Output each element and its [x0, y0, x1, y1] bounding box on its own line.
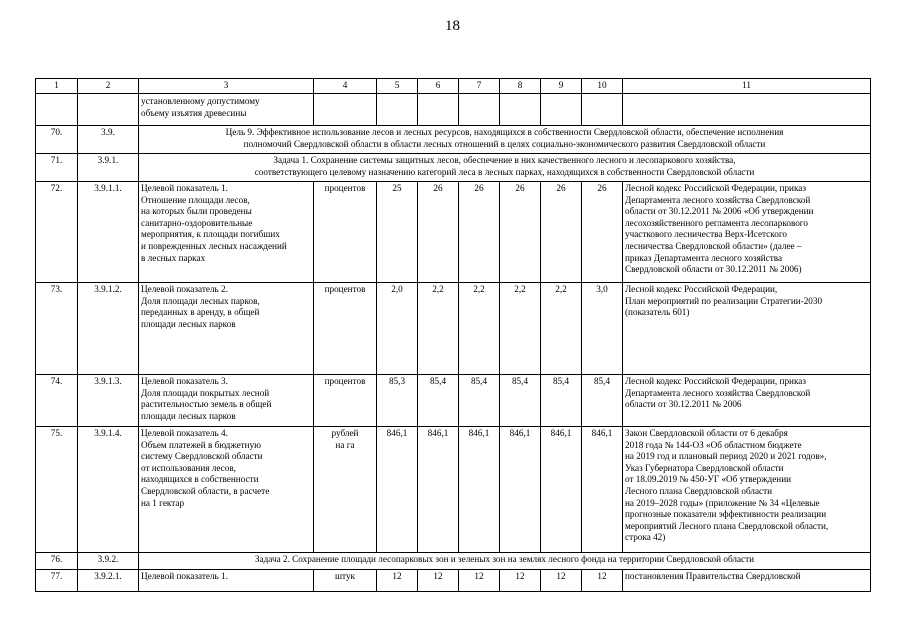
value-cell: 2,2: [459, 283, 500, 375]
header-cell: 7: [459, 79, 500, 94]
table-row: [36, 375, 871, 427]
value-cell: 12: [541, 570, 582, 592]
row-code: 3.9.: [78, 126, 139, 154]
header-cell: 1: [36, 79, 78, 94]
row-code: 3.9.1.4.: [78, 427, 139, 553]
header-cell: 4: [314, 79, 377, 94]
value-cell: 85,3: [377, 375, 418, 427]
unit: рублей на га: [314, 427, 377, 553]
goal-text: Цель 9. Эффективное использование лесов и лесных ресурсов, находящихся в собственности Свердловской области, обеспечение исполнения полномочий Свердловской области в области лесных отношений в целях социально-экономического развития Свердловской области: [139, 126, 871, 154]
row-number: 77.: [36, 570, 78, 592]
row-number: 73.: [36, 283, 78, 375]
value-cell: 85,4: [541, 375, 582, 427]
row-number: 70.: [36, 126, 78, 154]
value-cell: 2,2: [500, 283, 541, 375]
page-number: 18: [445, 18, 460, 34]
unit: процентов: [314, 375, 377, 427]
row-number: 74.: [36, 375, 78, 427]
value-cell: 85,4: [418, 375, 459, 427]
source-text: Лесной кодекс Российской Федерации, приказ Департамента лесного хозяйства Свердловской области от 30.12.2011 № 2006: [623, 375, 871, 427]
row-code: 3.9.1.1.: [78, 182, 139, 283]
table-row: [36, 427, 871, 553]
header-cell: 10: [582, 79, 623, 94]
row-code: 3.9.1.3.: [78, 375, 139, 427]
continuation-row: [36, 94, 871, 126]
indicator-name: Целевой показатель 2. Доля площади лесных парков, переданных в аренду, в общей площади лесных парков: [139, 283, 314, 375]
source-text: Закон Свердловской области от 6 декабря 2018 года № 144-ОЗ «Об областном бюджете на 2019 год и плановый период 2020 и 2021 годов», Указ Губернатора Свердловской области от 18.09.2019 № 450-УГ «Об утверждении Лесного плана Свердловской области на 2019–2028 годы» (приложение № 34 «Целевые прогнозные показатели эффективности реализации мероприятий Лесного плана Свердловской области, строка 42): [623, 427, 871, 553]
value-cell: 12: [582, 570, 623, 592]
row-number: 76.: [36, 553, 78, 570]
task-text: Задача 2. Сохранение площади лесопарковых зон и зеленых зон на землях лесного фонда на территории Свердловской области: [139, 553, 871, 570]
header-cell: 2: [78, 79, 139, 94]
row-code: 3.9.2.1.: [78, 570, 139, 592]
value-cell: 2,2: [418, 283, 459, 375]
source-text: Лесной кодекс Российской Федерации, План мероприятий по реализации Стратегии-2030 (показатель 601): [623, 283, 871, 375]
header-cell: 6: [418, 79, 459, 94]
source-text: постановления Правительства Свердловской: [623, 570, 871, 592]
value-cell: 26: [459, 182, 500, 283]
row-code: 3.9.1.2.: [78, 283, 139, 375]
value-cell: 26: [582, 182, 623, 283]
header-cell: 8: [500, 79, 541, 94]
value-cell: 26: [418, 182, 459, 283]
value-cell: 846,1: [500, 427, 541, 553]
value-cell: 85,4: [582, 375, 623, 427]
header-cell: 3: [139, 79, 314, 94]
table-row: [36, 126, 871, 154]
indicators-table: [35, 78, 871, 592]
value-cell: 846,1: [541, 427, 582, 553]
value-cell: 26: [500, 182, 541, 283]
table-row: [36, 154, 871, 182]
task-text: Задача 1. Сохранение системы защитных лесов, обеспечение в них качественного лесного и лесопаркового хозяйства, соответствующего целевому назначению категорий леса в лесных парках, находящихся в собственности Свердловской области: [139, 154, 871, 182]
indicator-name: Целевой показатель 1. Отношение площади лесов, на которых были проведены санитарно-оздоровительные мероприятия, к площади погибших и поврежденных лесных насаждений в лесных парках: [139, 182, 314, 283]
value-cell: 26: [541, 182, 582, 283]
value-cell: 846,1: [459, 427, 500, 553]
value-cell: 12: [418, 570, 459, 592]
continuation-text: установленному допустимому объему изъятия древесины: [139, 94, 314, 126]
table-row: [36, 570, 871, 592]
row-code: 3.9.1.: [78, 154, 139, 182]
header-cell: 5: [377, 79, 418, 94]
row-number: 71.: [36, 154, 78, 182]
header-row: [36, 79, 871, 94]
header-cell: 11: [623, 79, 871, 94]
row-number: 75.: [36, 427, 78, 553]
value-cell: 846,1: [582, 427, 623, 553]
source-text: Лесной кодекс Российской Федерации, приказ Департамента лесного хозяйства Свердловской области от 30.12.2011 № 2006 «Об утверждении лесохозяйственного регламента лесопаркового участкового лесничества Верх-Исетского лесничества Свердловской области» (далее – приказ Департамента лесного хозяйства Свердловской области от 30.12.2011 № 2006): [623, 182, 871, 283]
value-cell: 12: [500, 570, 541, 592]
row-code: 3.9.2.: [78, 553, 139, 570]
unit: процентов: [314, 182, 377, 283]
indicator-name: Целевой показатель 1.: [139, 570, 314, 592]
value-cell: 25: [377, 182, 418, 283]
row-number: 72.: [36, 182, 78, 283]
table-row: [36, 182, 871, 283]
value-cell: 85,4: [500, 375, 541, 427]
value-cell: 3,0: [582, 283, 623, 375]
unit: процентов: [314, 283, 377, 375]
value-cell: 846,1: [377, 427, 418, 553]
indicator-name: Целевой показатель 3. Доля площади покрытых лесной растительностью земель в общей площади лесных парков: [139, 375, 314, 427]
indicator-name: Целевой показатель 4. Объем платежей в бюджетную систему Свердловской области от использования лесов, находящихся в собственности Свердловской области, в расчете на 1 гектар: [139, 427, 314, 553]
value-cell: 846,1: [418, 427, 459, 553]
table-row: [36, 283, 871, 375]
value-cell: 2,2: [541, 283, 582, 375]
value-cell: 85,4: [459, 375, 500, 427]
table-row: [36, 553, 871, 570]
value-cell: 12: [459, 570, 500, 592]
value-cell: 2,0: [377, 283, 418, 375]
value-cell: 12: [377, 570, 418, 592]
header-cell: 9: [541, 79, 582, 94]
unit: штук: [314, 570, 377, 592]
